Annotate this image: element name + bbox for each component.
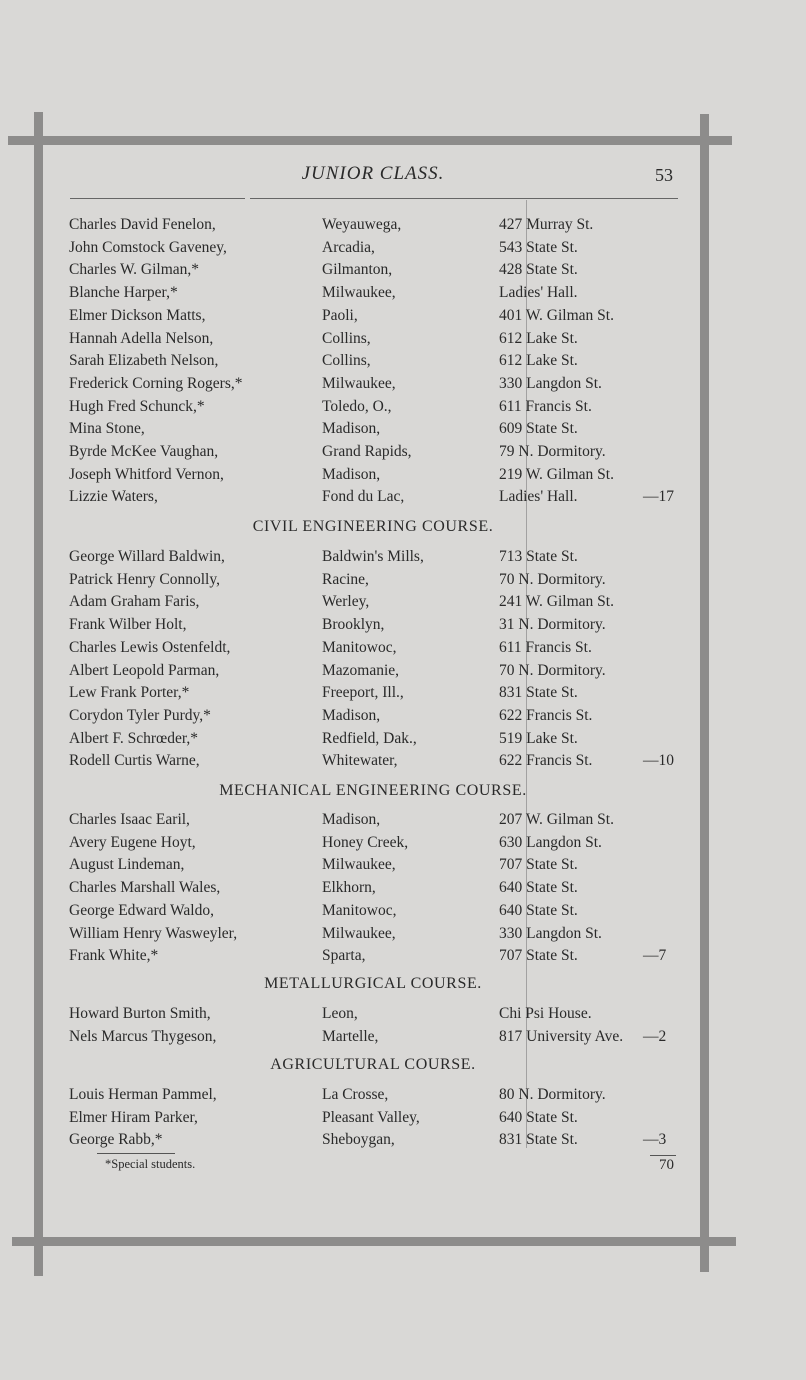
student-name: Avery Eugene Hoyt, [69,833,196,851]
student-hometown: Madison, [322,420,381,438]
student-name: George Edward Waldo, [69,901,214,919]
student-hometown: Freeport, Ill., [322,684,404,702]
student-hometown: La Crosse, [322,1086,389,1103]
student-row [0,728,806,750]
student-address: 427 Murray St. [499,216,594,233]
student-name: Charles Isaac Earil, [69,811,190,828]
student-address: 70 N. Dormitory. [499,661,606,679]
student-hometown: Madison, [322,811,381,828]
student-name: Blanche Harper,* [69,284,178,302]
student-address: 70 N. Dormitory. [499,570,606,588]
student-row [0,1003,806,1025]
student-address: 612 Lake St. [499,352,578,370]
student-address: 519 Lake St. [499,729,578,747]
student-row [0,373,806,395]
student-name: Nels Marcus Thygeson, [69,1027,217,1045]
student-name: Frank Wilber Holt, [69,616,187,634]
student-hometown: Weyauwega, [322,216,402,233]
total-rule [650,1155,676,1156]
student-address: 543 State St. [499,238,578,256]
student-address: 612 Lake St. [499,329,578,347]
student-address: 241 W. Gilman St. [499,593,614,611]
student-row [0,214,806,236]
student-row [0,614,806,636]
student-address: 611 Francis St. [499,638,592,656]
student-name: Corydon Tyler Purdy,* [69,706,211,724]
student-name: Adam Graham Faris, [69,593,200,611]
student-hometown: Brooklyn, [322,616,385,634]
student-name: Hannah Adella Nelson, [69,329,214,347]
student-row [0,832,806,854]
student-name: Albert F. Schrœder,* [69,729,199,747]
student-hometown: Milwaukee, [322,856,396,874]
header-rule-left [70,198,245,199]
student-hometown: Paoli, [322,306,358,324]
student-address: 831 State St. [499,1131,578,1149]
student-address: 817 University Ave. [499,1027,624,1045]
student-row [0,900,806,922]
student-row [0,809,806,831]
student-name: George Rabb,* [69,1131,163,1149]
student-address: Chi Psi House. [499,1005,592,1022]
section-heading: CIVIL ENGINEERING COURSE. [252,518,494,535]
header-rule-right [250,198,678,199]
footnote: *Special students. [105,1157,196,1171]
student-hometown: Martelle, [322,1027,379,1045]
student-address: 31 N. Dormitory. [499,616,606,634]
student-row [0,259,806,281]
student-address: 831 State St. [499,684,578,702]
student-hometown: Toledo, O., [322,397,392,415]
student-row [0,569,806,591]
student-row [0,1107,806,1129]
student-row [0,328,806,350]
student-row [0,591,806,613]
section-count: —10 [643,752,674,770]
student-hometown: Collins, [322,329,371,347]
student-row [0,682,806,704]
student-address: Ladies' Hall. [499,284,578,302]
student-hometown: Honey Creek, [322,833,409,851]
student-address: 80 N. Dormitory. [499,1086,606,1103]
student-row [0,350,806,372]
class-total: 70 [659,1157,674,1173]
student-row [0,945,806,967]
student-address: 207 W. Gilman St. [499,811,614,828]
student-address: 707 State St. [499,947,578,965]
section-count: —2 [643,1027,667,1045]
student-name: William Henry Wasweyler, [69,924,238,942]
student-address: 707 State St. [499,856,578,874]
student-row [0,418,806,440]
student-address: 640 State St. [499,901,578,919]
student-row [0,877,806,899]
student-row [0,441,806,463]
student-name: Lew Frank Porter,* [69,684,190,702]
student-hometown: Pleasant Valley, [322,1108,420,1126]
student-name: Elmer Dickson Matts, [69,306,206,324]
student-hometown: Arcadia, [322,238,375,256]
student-name: Hugh Fred Schunck,* [69,397,205,415]
student-name: Joseph Whitford Vernon, [69,465,224,483]
student-name: Byrde McKee Vaughan, [69,443,219,460]
student-row [0,546,806,568]
frame-rule-bottom [12,1237,736,1246]
frame-rule-top [8,136,732,145]
section-heading: METALLURGICAL COURSE. [264,975,482,992]
student-address: 219 W. Gilman St. [499,465,614,483]
student-hometown: Mazomanie, [322,661,400,679]
student-name: Frederick Corning Rogers,* [69,374,243,392]
student-address: 428 State St. [499,261,578,279]
student-address: 611 Francis St. [499,397,592,415]
student-name: Charles Marshall Wales, [69,879,221,897]
student-name: Charles W. Gilman,* [69,261,200,279]
student-address: 630 Langdon St. [499,833,602,851]
student-row [0,923,806,945]
student-row [0,660,806,682]
student-address: 640 State St. [499,1108,578,1126]
student-hometown: Whitewater, [322,752,398,770]
student-hometown: Gilmanton, [322,261,393,279]
student-address: 622 Francis St. [499,752,593,770]
student-address: 622 Francis St. [499,706,593,724]
student-address: Ladies' Hall. [499,488,578,506]
student-address: 330 Langdon St. [499,924,602,942]
student-address: 401 W. Gilman St. [499,306,614,324]
student-row [0,305,806,327]
student-hometown: Elkhorn, [322,879,376,897]
section-count: —7 [643,947,667,965]
student-hometown: Grand Rapids, [322,443,412,460]
student-hometown: Baldwin's Mills, [322,548,424,565]
section-heading: MECHANICAL ENGINEERING COURSE. [219,782,527,799]
student-name: Rodell Curtis Warne, [69,752,200,770]
student-row [0,1129,806,1151]
student-name: August Lindeman, [69,856,185,874]
student-hometown: Fond du Lac, [322,488,405,506]
section-count: —17 [643,488,674,506]
page-title: JUNIOR CLASS. [301,163,445,184]
student-hometown: Milwaukee, [322,924,396,942]
student-hometown: Milwaukee, [322,374,396,392]
student-row [0,1026,806,1048]
student-hometown: Racine, [322,570,369,588]
section-heading: AGRICULTURAL COURSE. [270,1056,476,1073]
student-hometown: Madison, [322,465,381,483]
page-number: 53 [655,165,673,185]
student-hometown: Redfield, Dak., [322,729,417,747]
student-hometown: Milwaukee, [322,284,396,302]
student-address: 713 State St. [499,548,578,565]
student-hometown: Madison, [322,706,381,724]
student-hometown: Werley, [322,593,370,611]
student-name: Howard Burton Smith, [69,1005,211,1022]
student-hometown: Sparta, [322,947,366,965]
student-hometown: Sheboygan, [322,1131,395,1149]
student-name: Albert Leopold Parman, [69,661,220,679]
student-row [0,396,806,418]
student-row [0,282,806,304]
student-name: George Willard Baldwin, [69,548,225,565]
student-row [0,854,806,876]
student-hometown: Manitowoc, [322,638,397,656]
student-name: John Comstock Gaveney, [69,238,227,256]
student-name: Charles David Fenelon, [69,216,216,233]
section-count: —3 [643,1131,667,1149]
student-address: 609 State St. [499,420,578,438]
student-row [0,705,806,727]
student-row [0,486,806,508]
student-row [0,237,806,259]
student-address: 79 N. Dormitory. [499,443,606,460]
student-hometown: Manitowoc, [322,901,397,919]
student-hometown: Leon, [322,1005,358,1022]
student-name: Frank White,* [69,947,159,965]
student-name: Lizzie Waters, [69,488,158,506]
student-name: Mina Stone, [69,420,145,438]
student-address: 330 Langdon St. [499,374,602,392]
student-row [0,1084,806,1106]
student-name: Elmer Hiram Parker, [69,1108,198,1126]
student-address: 640 State St. [499,879,578,897]
student-row [0,637,806,659]
student-name: Patrick Henry Connolly, [69,570,220,588]
student-name: Charles Lewis Ostenfeldt, [69,638,231,656]
footnote-rule [97,1153,175,1154]
student-name: Louis Herman Pammel, [69,1086,217,1103]
student-name: Sarah Elizabeth Nelson, [69,352,219,370]
student-row [0,750,806,772]
student-hometown: Collins, [322,352,371,370]
student-row [0,464,806,486]
